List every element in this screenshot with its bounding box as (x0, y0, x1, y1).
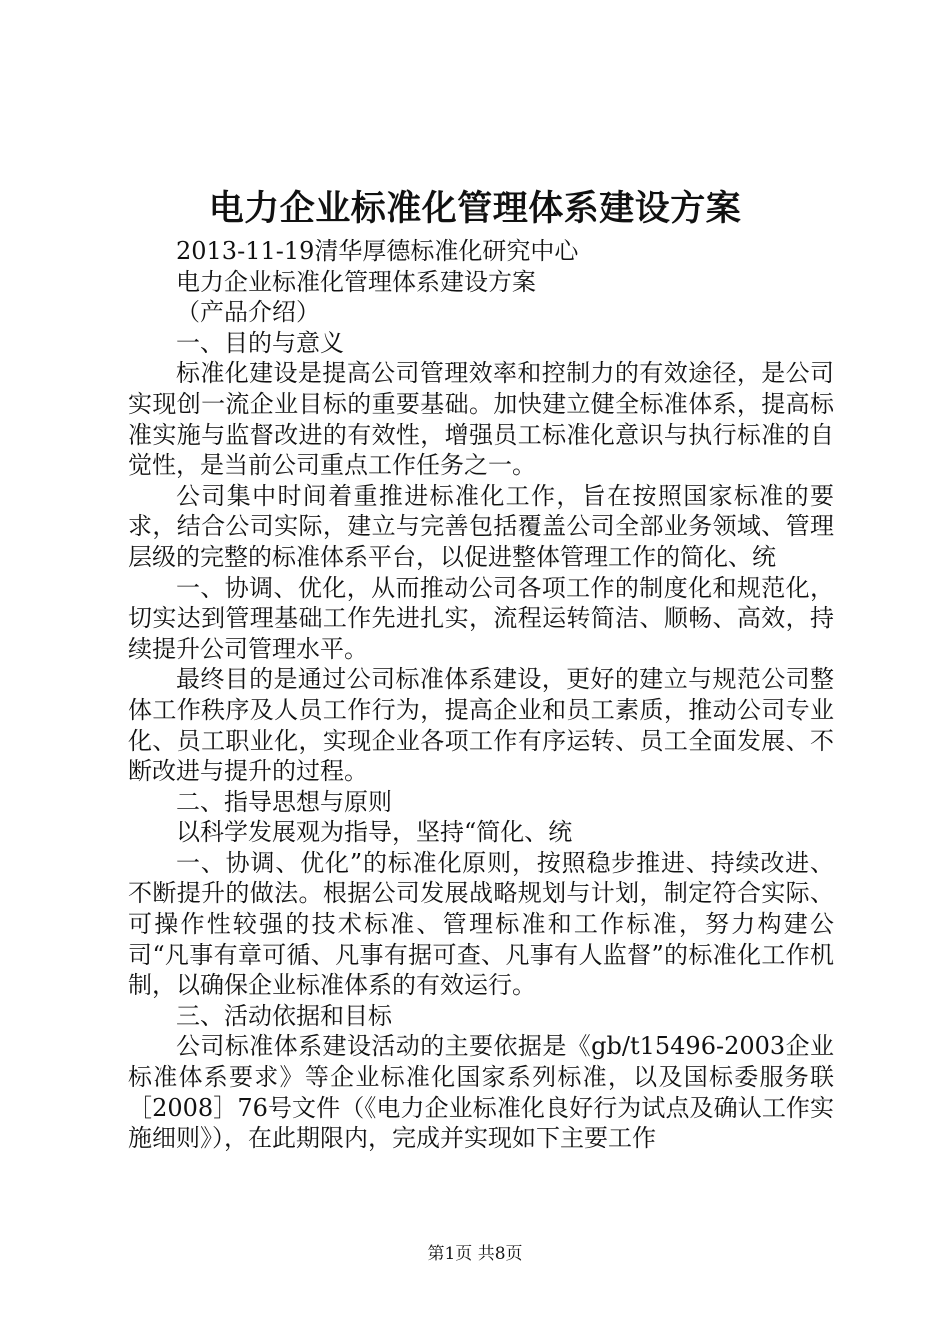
paragraph-purpose-1: 标准化建设是提高公司管理效率和控制力的有效途径，是公司实现创一流企业目标的重要基础。加快建立健全标准体系，提高标准实施与监督改进的有效性，增强员工标准化意识与执行标准的自觉性，是当前公司重点工作任务之一。 (128, 359, 834, 480)
paragraph-date-source: 2013-11-19清华厚德标准化研究中心 (176, 237, 579, 265)
paragraph-subtitle: 电力企业标准化管理体系建设方案 (176, 267, 536, 296)
document-title: 电力企业标准化管理体系建设方案 (208, 188, 742, 229)
paragraph-purpose-3: 一、协调、优化，从而推动公司各项工作的制度化和规范化，切实达到管理基础工作先进扎实，流程运转简洁、顺畅、高效，持续提升公司管理水平。 (128, 573, 834, 663)
document-body (128, 236, 834, 1154)
section-heading-purpose: 一、目的与意义 (176, 328, 344, 357)
paragraph-purpose-2: 公司集中时间着重推进标准化工作，旨在按照国家标准的要求，结合公司实际，建立与完善包括覆盖公司全部业务领域、管理层级的完整的标准体系平台，以促进整体管理工作的简化、统 (128, 481, 834, 571)
paragraph-principles-2: 一、协调、优化”的标准化原则，按照稳步推进、持续改进、不断提升的做法。根据公司发展战略规划与计划，制定符合实际、可操作性较强的技术标准、管理标准和工作标准，努力构建公司“凡事有章可循、凡事有据可查、凡事有人监督”的标准化工作机制，以确保企业标准体系的有效运行。 (128, 848, 834, 1000)
page-number-footer: 第1页 共8页 (427, 1244, 523, 1264)
paragraph-basis-1: 公司标准体系建设活动的主要依据是《gb/t15496-2003企业标准体系要求》等企业标准化国家系列标准，以及国标委服务联［2008］76号文件（《电力企业标准化良好行为试点及确认工作实施细则》），在此期限内，完成并实现如下主要工作 (128, 1032, 834, 1153)
paragraph-purpose-4: 最终目的是通过公司标准体系建设，更好的建立与规范公司整体工作秩序及人员工作行为，提高企业和员工素质，推动公司专业化、员工职业化，实现企业各项工作有序运转、员工全面发展、不断改进与提升的过程。 (128, 665, 834, 786)
section-heading-basis: 三、活动依据和目标 (176, 1001, 392, 1030)
paragraph-product-intro: （产品介绍） (176, 298, 320, 327)
section-heading-principles: 二、指导思想与原则 (176, 787, 392, 816)
paragraph-principles-1: 以科学发展观为指导，坚持“简化、统 (176, 818, 573, 847)
